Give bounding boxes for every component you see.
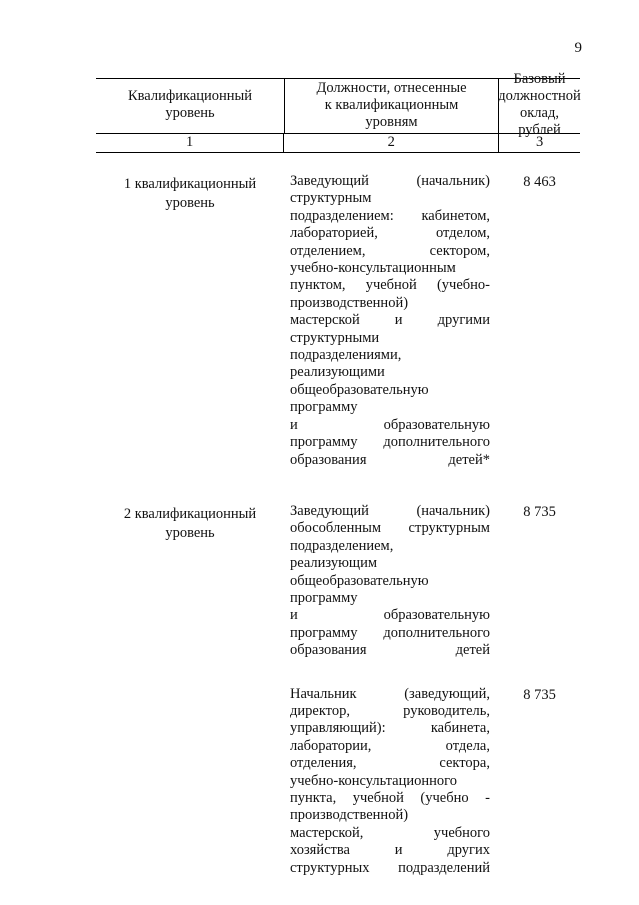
position-text-line: подразделениями, — [290, 347, 402, 364]
position-text-line: программу — [290, 589, 358, 606]
position-text-line: учебно-консультационным — [290, 260, 456, 277]
position-text-line: подразделением: кабинетом, — [290, 207, 490, 224]
header-base-salary — [498, 71, 581, 138]
header-salary-line: должностной — [498, 88, 581, 104]
position-text-line: программу дополнительного — [290, 624, 490, 641]
column-number-1: 1 — [185, 134, 194, 150]
base-salary-value: 8 735 — [523, 686, 556, 703]
position-text-line: образования детей — [290, 642, 490, 659]
position-text-line: реализующими — [290, 364, 385, 381]
qualification-level-cell — [96, 503, 284, 660]
qualification-level-cell — [96, 173, 284, 469]
qualification-level-cell — [96, 686, 284, 877]
position-text-line: отделения, сектора, — [290, 755, 490, 772]
position-text-line: структурных подразделений — [290, 859, 490, 876]
position-text-line: общеобразовательную — [290, 572, 429, 589]
position-text-line: отделением, сектором, — [290, 242, 490, 259]
position-text-line: и образовательную — [290, 416, 490, 433]
table-row — [96, 173, 580, 469]
base-salary-cell — [499, 503, 580, 660]
base-salary-value: 8 463 — [523, 174, 556, 190]
header-qualification-level-text: Квалификационный уровень — [127, 88, 253, 121]
qualification-level-text: уровень — [165, 195, 215, 211]
position-text-line: и образовательную — [290, 607, 490, 624]
header-positions-line: Должности, отнесенные — [316, 79, 467, 96]
position-text-line: пункта, учебной (учебно - — [290, 790, 490, 806]
base-salary-cell — [499, 173, 580, 469]
qualification-level-text: уровень — [165, 524, 215, 541]
column-number-3: 3 — [536, 134, 544, 150]
header-qualification-level — [96, 79, 284, 133]
header-positions-line: к квалификационным — [324, 96, 459, 113]
position-text-line: Заведующий (начальник) — [290, 173, 490, 189]
header-positions — [284, 79, 499, 133]
column-number-2: 2 — [283, 134, 499, 152]
position-text-line: структурным — [290, 190, 372, 207]
header-positions-text — [316, 80, 466, 131]
table-row — [96, 686, 580, 877]
header-base-salary-text — [498, 71, 581, 139]
position-text-line: учебно-консультационного — [290, 772, 457, 789]
position-text-line: хозяйства и других — [290, 842, 490, 859]
column-number-row — [96, 134, 580, 153]
position-text-line: программу — [290, 399, 358, 416]
position-description-cell — [284, 686, 499, 877]
header-salary-line: Базовый — [513, 71, 566, 87]
position-text-line: Заведующий (начальник) — [290, 502, 490, 519]
page-number: 9 — [574, 40, 582, 56]
position-description-cell — [284, 503, 499, 660]
qualification-level-text: 2 квалификационный — [123, 505, 257, 522]
position-text-line: пунктом, учебной (учебно- — [290, 277, 490, 294]
table-header-row — [96, 71, 581, 138]
position-text-line: образования детей* — [290, 451, 490, 468]
position-text-line: структурными — [290, 329, 380, 346]
position-text-line: мастерской и другими — [290, 312, 490, 329]
position-description-cell — [284, 173, 499, 469]
qualification-table — [96, 71, 581, 877]
header-positions-line: уровням — [365, 113, 418, 130]
position-text-line: реализующим — [290, 555, 378, 572]
position-text-line: мастерской, учебного — [290, 824, 490, 841]
header-salary-line: оклад, рублей — [518, 105, 561, 138]
position-text-line: обособленным структурным — [290, 520, 490, 537]
position-text-line: производственной) — [290, 294, 409, 311]
base-salary-value: 8 735 — [523, 503, 556, 520]
position-text-line: Начальник (заведующий, — [290, 685, 490, 702]
position-text-line: лабораторией, отделом, — [290, 225, 490, 242]
position-text-line: управляющий): кабинета, — [290, 720, 490, 737]
position-text-line: подразделением, — [290, 537, 394, 554]
table-row — [96, 503, 580, 660]
position-text-line: производственной) — [290, 807, 409, 824]
table-body — [96, 173, 580, 877]
position-text-line: программу дополнительного — [290, 434, 490, 451]
position-text-line: директор, руководитель, — [290, 702, 490, 719]
base-salary-cell — [499, 686, 580, 877]
qualification-level-text: 1 квалификационный — [123, 176, 257, 192]
position-text-line: лаборатории, отдела, — [290, 737, 490, 754]
position-text-line: общеобразовательную — [290, 381, 429, 398]
